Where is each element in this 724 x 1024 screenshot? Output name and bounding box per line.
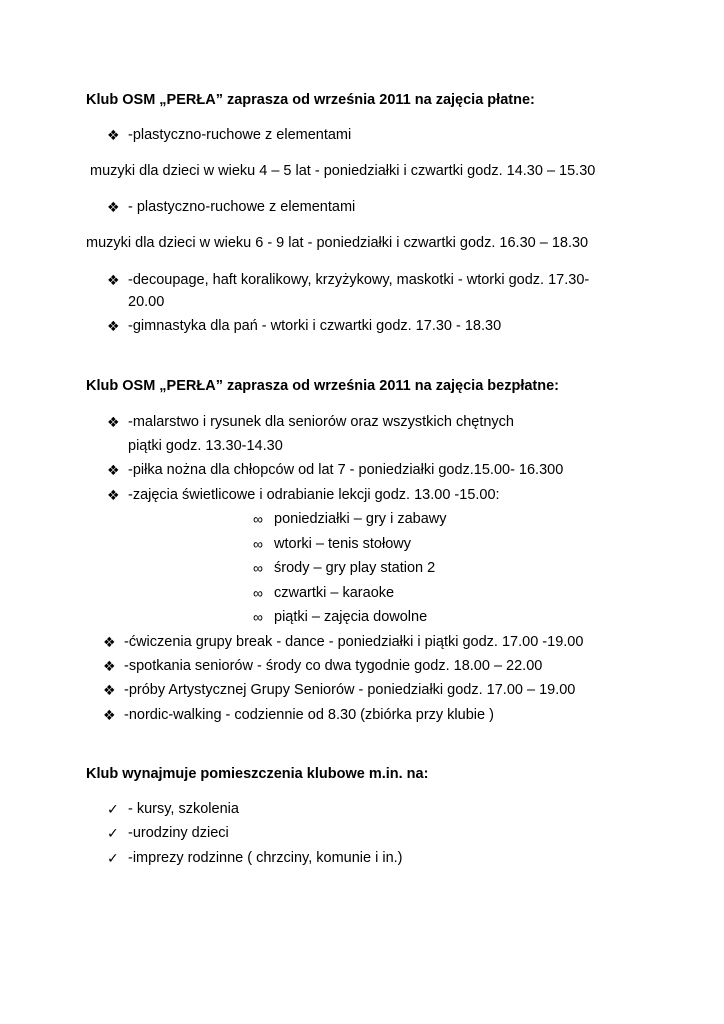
rent-item-family-events: -imprezy rodzinne ( chrzciny, komunie i in.) bbox=[128, 850, 403, 866]
infinity-bullet-icon: ∞ bbox=[253, 609, 263, 625]
paid-item-2-line-2: muzyki dla dzieci w wieku 6 - 9 lat - poniedziałki i czwartki godz. 16.30 – 18.30 bbox=[86, 235, 589, 251]
paid-item-3-line-1: -decoupage, haft koralikowy, krzyżykowy, maskotki - wtorki godz. 17.30- bbox=[128, 272, 590, 288]
four-diamond-bullet-icon: ❖ bbox=[103, 707, 116, 723]
free-item-6: -próby Artystycznej Grupy Seniorów - poniedziałki godz. 17.00 – 19.00 bbox=[124, 682, 576, 698]
infinity-bullet-icon: ∞ bbox=[253, 511, 263, 527]
rent-item-courses: - kursy, szkolenia bbox=[128, 801, 239, 817]
infinity-bullet-icon: ∞ bbox=[253, 585, 263, 601]
four-diamond-bullet-icon: ❖ bbox=[107, 199, 120, 215]
paid-item-3-line-2: 20.00 bbox=[128, 294, 165, 310]
free-item-1-line-1: -malarstwo i rysunek dla seniorów oraz wszystkich chętnych bbox=[128, 414, 514, 430]
infinity-bullet-icon: ∞ bbox=[253, 536, 263, 552]
free-sub-item-thursday: czwartki – karaoke bbox=[274, 585, 395, 601]
paid-item-4: -gimnastyka dla pań - wtorki i czwartki godz. 17.30 - 18.30 bbox=[128, 318, 502, 334]
heading-room-rental: Klub wynajmuje pomieszczenia klubowe m.in. na: bbox=[86, 766, 429, 782]
free-sub-item-tuesday: wtorki – tenis stołowy bbox=[274, 536, 411, 552]
checkmark-bullet-icon: ✓ bbox=[107, 850, 119, 866]
free-item-1-line-2: piątki godz. 13.30-14.30 bbox=[128, 438, 283, 454]
infinity-bullet-icon: ∞ bbox=[253, 560, 263, 576]
four-diamond-bullet-icon: ❖ bbox=[103, 634, 116, 650]
paid-item-1-line-2: muzyki dla dzieci w wieku 4 – 5 lat - poniedziałki i czwartki godz. 14.30 – 15.30 bbox=[90, 163, 596, 179]
four-diamond-bullet-icon: ❖ bbox=[107, 414, 120, 430]
checkmark-bullet-icon: ✓ bbox=[107, 801, 119, 817]
free-sub-item-friday: piątki – zajęcia dowolne bbox=[274, 609, 428, 625]
paid-item-2-line-1: - plastyczno-ruchowe z elementami bbox=[128, 199, 356, 215]
free-item-7: -nordic-walking - codziennie od 8.30 (zbiórka przy klubie ) bbox=[124, 707, 494, 723]
heading-paid-classes: Klub OSM „PERŁA” zaprasza od września 2011 na zajęcia płatne: bbox=[86, 92, 535, 108]
free-sub-item-monday: poniedziałki – gry i zabawy bbox=[274, 511, 447, 527]
free-item-4: -ćwiczenia grupy break - dance - poniedziałki i piątki godz. 17.00 -19.00 bbox=[124, 634, 584, 650]
free-item-5: -spotkania seniorów - środy co dwa tygodnie godz. 18.00 – 22.00 bbox=[124, 658, 543, 674]
checkmark-bullet-icon: ✓ bbox=[107, 825, 119, 841]
four-diamond-bullet-icon: ❖ bbox=[107, 318, 120, 334]
free-sub-item-wednesday: środy – gry play station 2 bbox=[274, 560, 436, 576]
paid-item-1-line-1: -plastyczno-ruchowe z elementami bbox=[128, 127, 352, 143]
four-diamond-bullet-icon: ❖ bbox=[107, 462, 120, 478]
four-diamond-bullet-icon: ❖ bbox=[103, 658, 116, 674]
heading-free-classes: Klub OSM „PERŁA” zaprasza od września 2011 na zajęcia bezpłatne: bbox=[86, 378, 560, 394]
four-diamond-bullet-icon: ❖ bbox=[107, 272, 120, 288]
free-item-2: -piłka nożna dla chłopców od lat 7 - poniedziałki godz.15.00- 16.300 bbox=[128, 462, 564, 478]
rent-item-birthdays: -urodziny dzieci bbox=[128, 825, 229, 841]
four-diamond-bullet-icon: ❖ bbox=[103, 682, 116, 698]
four-diamond-bullet-icon: ❖ bbox=[107, 487, 120, 503]
free-item-3: -zajęcia świetlicowe i odrabianie lekcji godz. 13.00 -15.00: bbox=[128, 487, 500, 503]
four-diamond-bullet-icon: ❖ bbox=[107, 127, 120, 143]
